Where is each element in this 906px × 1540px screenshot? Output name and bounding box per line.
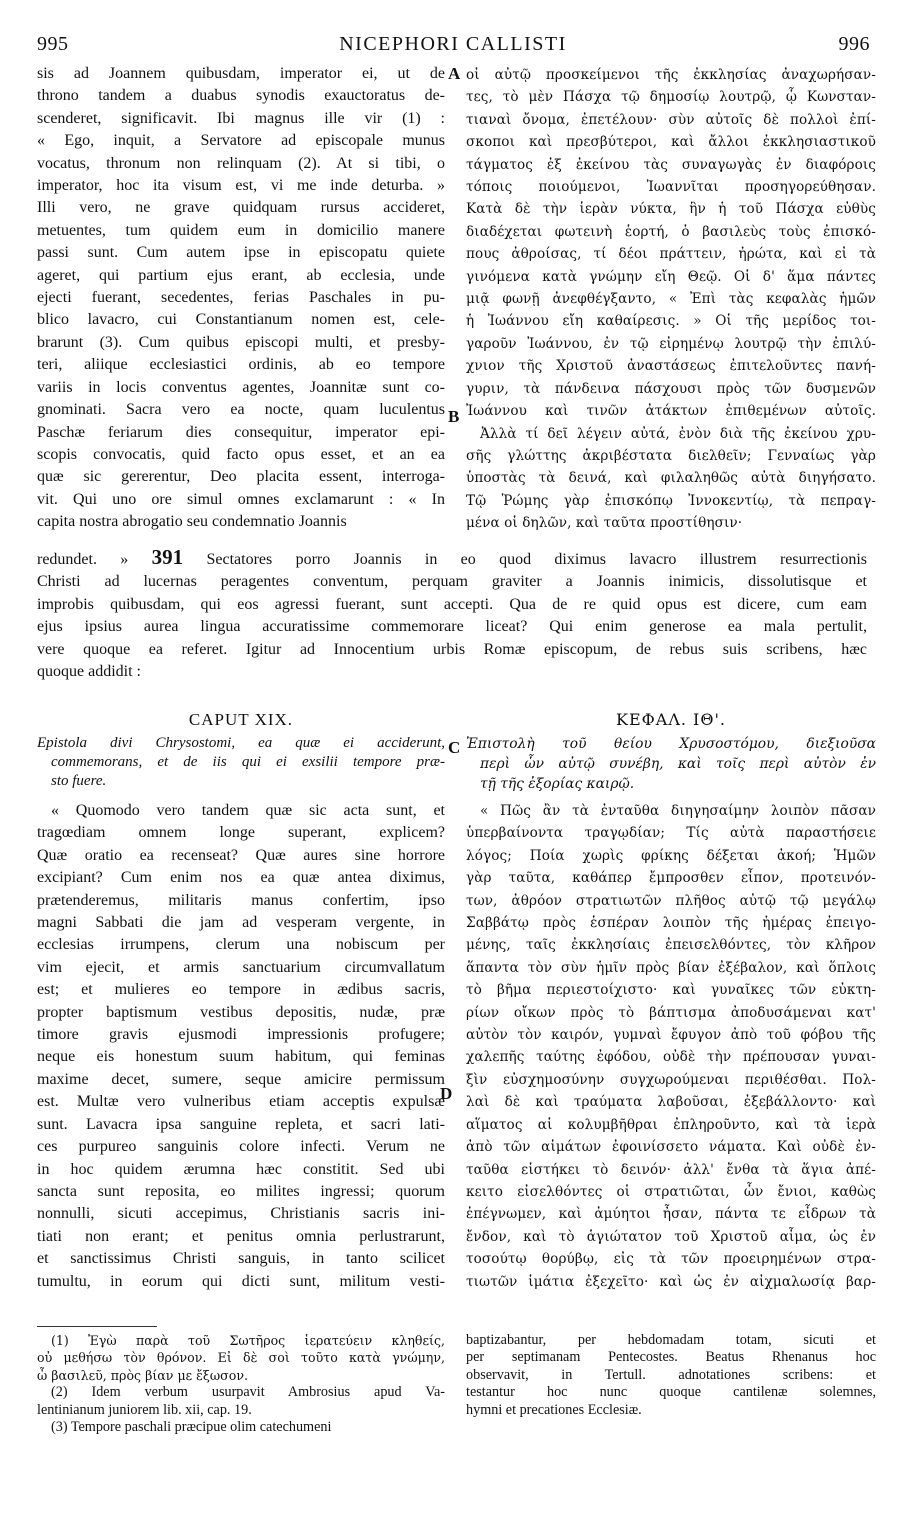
margin-letter-a: A	[448, 64, 461, 83]
greek-text-line: ἔνδον, καὶ τὸ ἁγιώτατον τοῦ Χριστοῦ αἷμα, ὡς ἐν	[466, 1228, 876, 1245]
greek-text-line: « Πῶς ἂν τὰ ἐνταῦθα διηγησαίμην λοιπὸν πᾶσαν	[480, 803, 876, 819]
latin-text-line: vit. Qui uno ore simul omnes exclamarunt : « In	[37, 490, 445, 508]
latin-text-line: prætenderemus, militaris manus confertim, ipso	[37, 891, 445, 909]
latin-text-line: capita nostra abrogatio seu condemnatio Joannis	[37, 513, 347, 531]
margin-letter-d: D	[440, 1084, 453, 1103]
footnotes	[37, 1332, 445, 1436]
greek-text-line: γινόμενα κατὰ γνώμην εἴη Θεῷ. Οἱ δ' ἅμα πάντες	[466, 268, 876, 285]
greek-text-line: τὸ βῆμα περιεστοίχιστο· καὶ γυναῖκες τῶν εὐκτη-	[466, 982, 876, 999]
greek-text-line: ρίων οἴκων πρὸς τὸ βάπτισμα ἀποδυσάμεναι κατ'	[466, 1004, 876, 1021]
full-width-line: Christi ad lucernas peragentes conventum, perquam graviter a Joannis inimicis, dissolutisque et	[37, 573, 867, 591]
full-width-first-line	[37, 546, 867, 571]
greek-text-line: ἀπὸ τῶν αἱμάτων ἐφοινίσσετο νάματα. Καὶ οὐδὲ ἐν-	[466, 1139, 876, 1156]
greek-text-line: ἡ Ἰωάννου εἴη καθαίρεσις. » Οἱ τῆς μερίδος τοι-	[466, 313, 876, 330]
latin-text-line: excipiant? Cum enim nos ea quæ antea diximus,	[37, 869, 445, 887]
greek-text-line: λαὶ δὲ καὶ τραύματα λαβοῦσαι, ἐξεβάλλοντο· καὶ	[466, 1094, 876, 1111]
footnote-line: baptizabantur, per hebdomadam totam, sicuti et	[466, 1332, 876, 1348]
latin-text-line: tiati non erant; et penitus omnia perlustrarunt,	[37, 1227, 445, 1245]
greek-text-line: ξὶν εὐσχημοσύνην συγχωρούμεναι περιθέσθαι. Πολ-	[466, 1071, 876, 1088]
greek-chapter-title: ΚΕΦΑΛ. ΙΘ'.	[616, 710, 726, 729]
page-number-right: 996	[838, 33, 870, 55]
greek-text-line: αἵματος αἱ κολυμβῆθραι ἐπληροῦντο, καὶ τὰ ἱερὰ	[466, 1116, 876, 1133]
latin-text-line: magni Sabbati die jam ad vesperam vergente, in	[37, 914, 445, 932]
latin-text-line: tumultu, in eorum qui dicti sunt, militum vesti-	[37, 1272, 445, 1290]
latin-text-line: nonnulli, sicuti accepimus, Christianis sacris ini-	[37, 1205, 445, 1223]
latin-text-line: in hoc quidem ærumna hæc constitit. Sed ubi	[37, 1160, 445, 1178]
latin-text-line: scenderet, significavit. Ibi magnus ille vir (1) :	[37, 109, 445, 127]
greek-text-line: σκοποι καὶ πρεσβύτεροι, καὶ ἄλλοι ἐκκλησιαστικοῦ	[466, 134, 876, 151]
greek-text-line: γαροῦν Ἰωάννου, ἐν τῷ εἰρημένῳ λουτρῷ τὴν ἐπιλύ-	[466, 335, 876, 352]
latin-text-line: sancta sunt reposita, eo milites ingressi; quorum	[37, 1182, 445, 1200]
page-number-left: 995	[37, 33, 69, 55]
latin-heading-line: Epistola divi Chrysostomi, ea quæ ei acciderunt,	[37, 735, 445, 751]
greek-heading-line: τῇ τῆς ἐξορίας καιρῷ.	[480, 776, 635, 792]
greek-text-line: των, ἀθρόον στρατιωτῶν πλῆθος αὐτῷ τῷ μεγάλῳ	[466, 892, 876, 909]
greek-text-line: χνιον τῆς Χριστοῦ ἀναστάσεως ἐπιτελοῦντες πανή-	[466, 358, 876, 375]
greek-text-line: πους ἀθροίσας, τί δέοι πράττειν, ἠρώτα, καὶ εἰ τὰ	[466, 246, 876, 263]
greek-column-lower	[466, 800, 876, 1293]
full-width-line: improbis quibusdam, qui eos agressi fuerant, sunt accepti. Qua de re quid opus est dicere, cum eam	[37, 595, 867, 613]
greek-heading-line: περὶ ὧν αὐτῷ συνέβη, καὶ τοῖς περὶ αὐτὸν ἐν	[480, 756, 876, 772]
greek-text-line: τιαναὶ ὄνομα, ἐπετέλουν· σὺν αὐτοῖς δὲ πολλοὶ ἐπί-	[466, 111, 876, 128]
greek-text-line: τες, τὸ μὲν Πάσχα τῷ δημοσίῳ λουτρῷ, ᾧ Κωνσταν-	[466, 89, 876, 106]
latin-text-line: timore gravis ejusmodi impressionis profugere;	[37, 1026, 445, 1044]
latin-text-line: brarunt (3). Cum quibus episcopi multi, et presby-	[37, 333, 445, 351]
greek-text-line: γυριν, τὰ πάνδεινα πάσχουσι πρὸς τῶν δυσμενῶν	[466, 380, 876, 397]
latin-text-line: neque eis honestum suum habitum, qui feminas	[37, 1048, 445, 1066]
greek-text-line: μένα οἱ δηλῶν, καὶ ταῦτα προστίθησιν·	[466, 515, 743, 532]
margin-letter-b: B	[448, 407, 460, 426]
footnote-line: lentinianum juniorem lib. xii, cap. 19.	[37, 1401, 252, 1418]
greek-text-line: τόποις ποιούμενοι, Ἰωαννῖται προσηγορεύθησαν.	[466, 179, 876, 196]
latin-text-line: vim ejecit, et armis sanctuarium circumvallatum	[37, 958, 445, 976]
full-width-line: vere quoque ea referet. Igitur ad Innocentium urbis Romæ episcopum, de rebus suis scribens, hæc	[37, 640, 867, 658]
greek-text-line: χαλεπῆς ταύτης ἐφόδου, οὐδὲ τὴν πρέπουσαν γυναι-	[466, 1049, 876, 1066]
latin-heading-line: commemorans, et de iis qui ei exsilii tempore præ-	[51, 754, 445, 770]
margin-letter-c: C	[448, 738, 461, 757]
footnote-line: observavit, in Tertull. adnotationes scribens: et	[466, 1366, 876, 1383]
latin-text-line: sis ad Joannem quibusdam, imperator ei, ut de	[37, 65, 445, 82]
greek-text-line: Σαββάτῳ πρὸς ἑσπέραν λοιπὸν τῆς ἡμέρας ἐπειγο-	[466, 915, 876, 932]
latin-text-line: imperator, hoc ita visum est, vi me inde deturba. »	[37, 177, 445, 195]
latin-text-line: Illi vero, ne grave quidquam rursus accideret,	[37, 199, 445, 217]
footnote-line: (3) Tempore paschali præcipue olim catechumeni	[51, 1419, 332, 1436]
greek-text-line: αὐτὸν τὸν καιρόν, γυμναὶ ἔφυγον ἀπὸ τοῦ φόβου τῆς	[466, 1027, 876, 1044]
full-width-line: quoque addidit :	[37, 663, 141, 681]
first-line-start: redundet. »	[37, 551, 129, 568]
full-width-line: ejus ipsius aurea lingua accuratissime commemorare liceat? Qui enim generose ea mala pertulit,	[37, 618, 867, 636]
latin-text-line: sunt. Lavacra ipsa sanguine repleta, et sacri lati-	[37, 1115, 445, 1133]
latin-text-line: ageret, qui partium ejus erant, ab ecclesia, unde	[37, 266, 445, 284]
greek-text-line: ὑπερβαίνοντα τραγῳδίαν; Τίς αὐτὰ παραστήσειε	[466, 825, 876, 842]
latin-text-line: ces purpureo sanguinis colore infecti. Verum ne	[37, 1138, 445, 1156]
latin-text-line: et sanctissimus Christi sanguis, in tanto scilicet	[37, 1250, 445, 1268]
greek-text-line: μιᾷ φωνῇ ἀνεφθέγξαντο, « Ἐπὶ τὰς κεφαλὰς ἡμῶν	[466, 291, 876, 308]
greek-text-line: οἱ αὐτῷ προσκείμενοι τῆς ἐκκλησίας ἀναχωρήσαν-	[466, 67, 876, 83]
greek-text-line: τοσούτῳ θορύβῳ, εἰς τὰ τῶν προειρημένων στρα-	[466, 1251, 876, 1268]
greek-text-line: τιωτῶν ἱμάτια ἐξεχεῖτο· καὶ ὡς ἐν αἰχμαλωσίᾳ βαρ-	[466, 1273, 876, 1290]
latin-text-line: metuentes, tum quidem eum in domicilio manere	[37, 221, 445, 239]
greek-text-line: διαδέχεται φωτεινὴ ἑορτή, ὁ βασιλεὺς τοὺς ἐπισκό-	[466, 223, 876, 240]
latin-heading-line: sto fuere.	[51, 773, 107, 789]
footnote-line: οὐ μεθήσω τὸν θρόνον. Εἰ δὲ σοὶ τοῦτο κατὰ γνώμην,	[37, 1350, 445, 1366]
latin-text-line: tragœdiam omnem longe superant, explicem?	[37, 824, 445, 842]
latin-text-line: Paschæ feriarum dies consequitur, imperator epi-	[37, 423, 445, 441]
latin-text-line: est; et mulieres eo tempore in ædibus sacris,	[37, 981, 445, 999]
footnote-line: hymni et precationes Ecclesiæ.	[466, 1401, 642, 1418]
greek-text-line: ἅπαντα τὸν σὺν ἡμῖν πρὸς βίαν ἐξέβαλον, καὶ ὅπλοις	[466, 959, 876, 976]
latin-text-line: « Ego, inquit, a Servatore ad episcopale munus	[37, 132, 445, 150]
latin-chapter-title: CAPUT XIX.	[188, 710, 294, 729]
latin-text-line: throno tandem a duabus synodis exauctoratus de-	[37, 87, 445, 105]
footnote-line: (2) Idem verbum usurpavit Ambrosius apud Va-	[51, 1384, 445, 1401]
greek-heading-line: Ἐπιστολὴ τοῦ θείου Χρυσοστόμου, διεξιοῦσα	[466, 736, 876, 752]
latin-text-line: est. Multæ vero vulneribus etiam acceptis expulsæ	[37, 1093, 445, 1111]
greek-chapter-heading	[466, 734, 876, 794]
greek-text-line: γὰρ ταῦτα, καθάπερ ἔμπροσθεν εἶπον, προτεινόν-	[466, 870, 876, 887]
page-number-marker: 391	[151, 546, 184, 569]
greek-text-line: μένης, ταῖς ἐκκλησίαις ἐπεισελθόντες, τὸν κλῆρον	[466, 937, 876, 954]
latin-text-line: ecclesias irrumpens, clerum una nobiscum per	[37, 936, 445, 954]
footnote-line: ὦ βασιλεῦ, πρὸς βίαν με ἔξωσον.	[37, 1367, 248, 1383]
latin-text-line: propter baptismum vestibus depositis, nudæ, præ	[37, 1003, 445, 1021]
footnote-line: testantur hoc nunc quoque cantilenæ solemnes,	[466, 1384, 876, 1401]
greek-text-line: τάγματος ἐξ ἐκείνου τὰς συναγωγὰς ἐν διαφόροις	[466, 156, 876, 173]
latin-column-lower	[37, 800, 445, 1293]
first-line-rest: Sectatores porro Joannis in eo quod diximus lavacro illustrem resurrectionis	[206, 551, 867, 568]
footnote-line: per septimanam Pentecostes. Beatus Rhenanus hoc	[466, 1349, 876, 1366]
greek-text-line: ὑποστὰς τὰ δεινά, καὶ φιλαληθῶς αὐτὰ διηγήσατο.	[466, 470, 876, 487]
latin-text-line: quæ sic gererentur, Deo placita essent, interroga-	[37, 468, 445, 486]
greek-text-line: ταῦθα εἱστήκει τὸ δεινόν· ἀλλ' ἔνθα τὰ ἅγια ἀπέ-	[466, 1161, 876, 1178]
latin-column-top	[37, 63, 445, 534]
latin-text-line: gnominati. Sacra vero ea nocte, quam luculentus	[37, 401, 445, 419]
footnote-rule	[37, 1326, 157, 1327]
full-width-text	[37, 546, 867, 683]
greek-column-top	[466, 64, 876, 535]
continued-footnote	[466, 1332, 876, 1419]
greek-text-line: ἐπέγνωμεν, καὶ ἀμύητοι ἦσαν, πάντα τε εἶδρων τὰ	[466, 1206, 876, 1223]
latin-text-line: teri, aliique ecclesiastici ordinis, ab eo tempore	[37, 356, 445, 374]
latin-text-line: « Quomodo vero tandem quæ sic acta sunt, et	[51, 802, 445, 819]
latin-text-line: maxime decet, sumere, seque amicire permissum	[37, 1070, 445, 1088]
footnote-line: (1) Ἐγὼ παρὰ τοῦ Σωτῆρος ἱερατεύειν κληθείς,	[51, 1333, 445, 1348]
latin-text-line: Quæ oratio ea recenseat? Quæ aures sine horrore	[37, 846, 445, 864]
greek-text-line: σῆς γλώττης ἀκριβέστατα διελθεῖν; Γενναίως γὰρ	[466, 447, 876, 464]
greek-text-line: λόγος; Ποία χωρὶς φρίκης δέξεται ἀκοή; Ἡμῶν	[466, 847, 876, 864]
latin-text-line: passi sunt. Cum autem ipse in episcopatu quiete	[37, 244, 445, 262]
latin-text-line: variis in locis conventus agentes, Joannitæ sunt co-	[37, 378, 445, 396]
greek-text-line: Ἀλλὰ τί δεῖ λέγειν αὐτά, ἐνὸν διὰ τῆς ἐκείνου χρυ-	[480, 425, 876, 442]
latin-chapter-heading	[37, 734, 445, 791]
latin-text-line: vocatus, thronum non relinquam (2). At si tibi, o	[37, 154, 445, 172]
greek-text-line: Τῷ Ῥώμης γὰρ ἐπισκόπῳ Ἰννοκεντίῳ, τὰ πεπραγ-	[466, 492, 876, 509]
greek-text-line: κειτο εἰσελθόντες οἱ στρατιῶται, ὧν ἔνιοι, καθὼς	[466, 1183, 876, 1200]
running-title: NICEPHORI CALLISTI	[339, 33, 567, 55]
greek-text-line: Ἰωάννου καὶ τινῶν ἀτάκτων ἐπιθεμένων αὐτοῖς.	[466, 403, 876, 420]
greek-text-line: Κατὰ δὲ τὴν ἱερὰν νύκτα, ἣν ἡ τοῦ Πάσχα εὐθὺς	[466, 201, 876, 218]
latin-text-line: blico lavacro, cui Constantianum nomen est, cele-	[37, 311, 445, 329]
latin-text-line: scopis convocatis, quid facto opus esset, et an ea	[37, 445, 445, 463]
latin-text-line: ejecti fuerant, secedentes, ferias Paschales in pu-	[37, 289, 445, 307]
